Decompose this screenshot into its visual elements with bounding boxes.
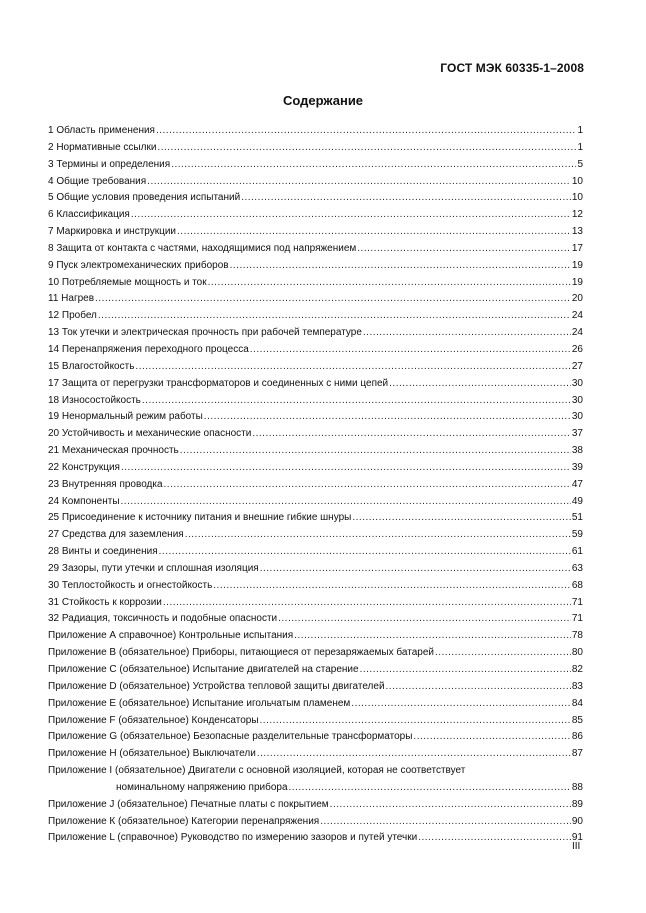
toc-dot-leader xyxy=(418,830,571,847)
toc-entry-label: 29 Зазоры, пути утечки и сплошная изоляция xyxy=(48,562,259,574)
toc-entry-page: 71 xyxy=(571,596,583,608)
standard-designation: ГОСТ МЭК 60335-1–2008 xyxy=(440,61,584,75)
toc-dot-leader xyxy=(250,342,571,359)
toc-entry-label: 4 Общие требования xyxy=(48,175,147,187)
toc-entry-label: 22 Конструкция xyxy=(48,461,120,473)
toc-entry-page: 47 xyxy=(571,478,583,490)
toc-dot-leader xyxy=(241,190,571,207)
toc-entry[interactable] xyxy=(48,578,583,595)
toc-entry-page: 61 xyxy=(571,546,583,558)
toc-dot-leader xyxy=(357,241,571,258)
toc-entry-page: 20 xyxy=(571,293,583,305)
toc-entry-label: 31 Стойкость к коррозии xyxy=(48,596,162,608)
toc-entry[interactable] xyxy=(48,190,583,207)
toc-dot-leader xyxy=(278,611,571,628)
table-of-contents xyxy=(48,123,583,847)
toc-entry-page: 17 xyxy=(571,242,583,254)
toc-entry[interactable] xyxy=(48,797,583,814)
toc-entry[interactable] xyxy=(48,510,583,527)
toc-dot-leader xyxy=(389,376,571,393)
toc-entry[interactable] xyxy=(48,174,583,191)
toc-entry-page: 63 xyxy=(571,562,583,574)
toc-dot-leader xyxy=(289,780,571,797)
toc-entry-page: 24 xyxy=(571,327,583,339)
toc-entry-label: 18 Износостойкость xyxy=(48,394,141,406)
toc-entry-label: 13 Ток утечки и электрическая прочность при рабочей температуре xyxy=(48,327,362,339)
toc-entry-label: Приложение Е (обязательное) Испытание игольчатым пламенем xyxy=(48,697,351,709)
toc-entry-page: 90 xyxy=(571,815,583,827)
toc-entry-page: 37 xyxy=(571,428,583,440)
toc-dot-leader xyxy=(156,123,576,140)
toc-entry[interactable] xyxy=(48,494,583,511)
toc-entry[interactable] xyxy=(48,679,583,696)
toc-entry[interactable] xyxy=(48,477,583,494)
toc-entry[interactable] xyxy=(48,359,583,376)
toc-entry-label: 30 Теплостойкость и огнестойкость xyxy=(48,579,213,591)
toc-dot-leader xyxy=(208,275,571,292)
toc-entry[interactable] xyxy=(48,123,583,140)
page-title: Содержание xyxy=(282,93,364,108)
toc-entry-label: Приложение D (обязательное) Устройства тепловой защиты двигателей xyxy=(48,680,385,692)
toc-entry-page: 59 xyxy=(571,529,583,541)
toc-entry-label: 20 Устойчивость и механические опасности xyxy=(48,428,252,440)
toc-entry-page: 30 xyxy=(571,411,583,423)
toc-entry-page: 26 xyxy=(571,343,583,355)
toc-entry-page: 30 xyxy=(571,394,583,406)
toc-entry-page: 78 xyxy=(571,630,583,642)
toc-entry[interactable] xyxy=(48,814,583,831)
toc-entry-page: 10 xyxy=(571,175,583,187)
toc-entry[interactable] xyxy=(48,628,583,645)
toc-entry[interactable] xyxy=(48,207,583,224)
toc-dot-leader xyxy=(320,814,571,831)
toc-dot-leader xyxy=(135,359,570,376)
toc-entry[interactable] xyxy=(48,426,583,443)
toc-entry[interactable] xyxy=(48,645,583,662)
toc-dot-leader xyxy=(330,797,571,814)
toc-entry-page: 30 xyxy=(571,377,583,389)
toc-dot-leader xyxy=(147,174,571,191)
toc-entry-page: 5 xyxy=(577,158,583,170)
toc-entry[interactable] xyxy=(48,662,583,679)
toc-entry-label: Приложение F (обязательное) Конденсаторы xyxy=(48,714,259,726)
toc-entry[interactable] xyxy=(48,443,583,460)
toc-entry-page: 13 xyxy=(571,226,583,238)
toc-entry[interactable] xyxy=(48,308,583,325)
toc-entry-label: Приложение К (обязательное) Категории перенапряжения xyxy=(48,815,320,827)
toc-dot-leader xyxy=(95,291,571,308)
toc-entry-label: 17 Защита от перегрузки трансформаторов и соединенных с ними цепей xyxy=(48,377,389,389)
toc-entry-page: 85 xyxy=(571,714,583,726)
toc-entry[interactable] xyxy=(48,157,583,174)
toc-entry-page: 19 xyxy=(571,276,583,288)
toc-entry[interactable] xyxy=(48,241,583,258)
toc-entry-page: 87 xyxy=(571,748,583,760)
toc-entry[interactable] xyxy=(48,696,583,713)
toc-dot-leader xyxy=(252,426,571,443)
toc-entry-label: 25 Присоединение к источнику питания и внешние гибкие шнуры xyxy=(48,512,352,524)
toc-entry-label: 6 Классификация xyxy=(48,209,130,221)
toc-entry-label: 5 Общие условия проведения испытаний xyxy=(48,192,241,204)
toc-dot-leader xyxy=(157,140,576,157)
toc-dot-leader xyxy=(363,325,571,342)
toc-dot-leader xyxy=(185,527,571,544)
toc-entry[interactable] xyxy=(48,291,583,308)
toc-entry-page: 84 xyxy=(571,697,583,709)
toc-entry[interactable] xyxy=(48,140,583,157)
toc-entry-page: 68 xyxy=(571,579,583,591)
toc-entry-page: 89 xyxy=(571,798,583,810)
toc-entry-page: 71 xyxy=(571,613,583,625)
toc-entry[interactable] xyxy=(48,409,583,426)
toc-entry[interactable] xyxy=(48,342,583,359)
toc-entry[interactable] xyxy=(48,611,583,628)
toc-entry[interactable] xyxy=(48,830,583,847)
toc-dot-leader xyxy=(413,729,570,746)
toc-entry-label: 14 Перенапряжения переходного процесса xyxy=(48,343,249,355)
toc-entry[interactable] xyxy=(48,376,583,393)
toc-dot-leader xyxy=(163,595,571,612)
toc-entry-multiline-first[interactable] xyxy=(48,763,583,780)
toc-entry[interactable] xyxy=(48,544,583,561)
toc-dot-leader xyxy=(204,409,571,426)
toc-entry-page: 51 xyxy=(571,512,583,524)
toc-dot-leader xyxy=(131,207,571,224)
toc-entry-label: Приложение С (обязательное) Испытание двигателей на старение xyxy=(48,664,359,675)
toc-entry-page: 24 xyxy=(571,310,583,322)
toc-dot-leader xyxy=(142,393,571,410)
toc-dot-leader xyxy=(257,746,571,763)
toc-dot-leader xyxy=(171,157,576,174)
toc-entry-label: Приложение I (обязательное) Двигатели с основной изоляцией, которая не соответствует xyxy=(48,765,466,777)
toc-entry[interactable] xyxy=(48,460,583,477)
toc-dot-leader xyxy=(98,308,571,325)
toc-dot-leader xyxy=(121,460,571,477)
toc-entry-page: 19 xyxy=(571,259,583,271)
toc-entry-label: 7 Маркировка и инструкции xyxy=(48,226,177,238)
toc-dot-leader xyxy=(360,662,571,679)
toc-entry[interactable] xyxy=(48,780,583,797)
toc-entry-label: номинальному напряжению прибора xyxy=(116,781,288,793)
toc-entry[interactable] xyxy=(48,393,583,410)
toc-entry-page: 10 xyxy=(571,192,583,204)
toc-entry[interactable] xyxy=(48,224,583,241)
toc-dot-leader xyxy=(177,224,571,241)
toc-entry-page: 27 xyxy=(571,360,583,372)
toc-entry[interactable] xyxy=(48,713,583,730)
toc-entry-label: 3 Термины и определения xyxy=(48,158,171,170)
toc-dot-leader xyxy=(386,679,571,696)
toc-entry-page: 86 xyxy=(571,731,583,743)
toc-entry-page: 82 xyxy=(571,664,583,675)
toc-dot-leader xyxy=(164,477,571,494)
toc-entry-label: Приложение J (обязательное) Печатные платы с покрытием xyxy=(48,798,329,810)
toc-entry-page: 83 xyxy=(571,680,583,692)
toc-dot-leader xyxy=(159,544,571,561)
toc-entry[interactable] xyxy=(48,746,583,763)
toc-entry-label: Приложение Н (обязательное) Выключатели xyxy=(48,748,256,760)
toc-entry-label: 1 Область применения xyxy=(48,125,155,136)
toc-dot-leader xyxy=(260,561,571,578)
toc-entry-label: 2 Нормативные ссылки xyxy=(48,141,157,153)
toc-entry-label: 27 Средства для заземления xyxy=(48,529,184,541)
toc-dot-leader xyxy=(294,628,571,645)
toc-entry-label: Приложение G (обязательное) Безопасные разделительные трансформаторы xyxy=(48,731,413,743)
toc-entry-label: 8 Защита от контакта с частями, находящимися под напряжением xyxy=(48,242,357,254)
toc-entry-label: 21 Механическая прочность xyxy=(48,445,179,457)
toc-entry-label: 10 Потребляемые мощность и ток xyxy=(48,276,207,288)
toc-entry-label: 9 Пуск электромеханических приборов xyxy=(48,259,229,271)
toc-entry-page: 1 xyxy=(577,141,583,153)
toc-entry-page: 80 xyxy=(571,647,583,659)
toc-entry[interactable] xyxy=(48,325,583,342)
toc-dot-leader xyxy=(435,645,571,662)
page-number: III xyxy=(572,841,581,852)
toc-entry-label: 32 Радиация, токсичность и подобные опасности xyxy=(48,613,278,625)
toc-dot-leader xyxy=(213,578,571,595)
toc-entry-label: 11 Нагрев xyxy=(48,293,95,305)
toc-entry[interactable] xyxy=(48,275,583,292)
toc-entry-page: 49 xyxy=(571,495,583,507)
toc-dot-leader xyxy=(230,258,571,275)
toc-dot-leader xyxy=(351,696,571,713)
toc-entry-label: Приложение В (обязательное) Приборы, питающиеся от перезаряжаемых батарей xyxy=(48,647,434,659)
toc-entry-page: 12 xyxy=(571,209,583,221)
toc-entry[interactable] xyxy=(48,595,583,612)
toc-dot-leader xyxy=(352,510,571,527)
toc-entry-label: Приложение L (справочное) Руководство по измерению зазоров и путей утечки xyxy=(48,832,418,844)
toc-entry[interactable] xyxy=(48,561,583,578)
toc-entry-label: 23 Внутренняя проводка xyxy=(48,478,163,490)
toc-dot-leader xyxy=(260,713,571,730)
toc-dot-leader xyxy=(180,443,571,460)
toc-entry-label: 19 Ненормальный режим работы xyxy=(48,411,203,423)
toc-entry-page: 88 xyxy=(571,781,583,793)
toc-entry-page: 91 xyxy=(571,832,583,844)
toc-entry-page: 39 xyxy=(571,461,583,473)
toc-dot-leader xyxy=(121,494,571,511)
toc-entry-page: 38 xyxy=(571,445,583,457)
toc-entry-label: Приложение А справочное) Контрольные испытания xyxy=(48,630,294,642)
toc-entry-label: 12 Пробел xyxy=(48,310,97,322)
toc-entry[interactable] xyxy=(48,527,583,544)
toc-entry-label: 24 Компоненты xyxy=(48,495,120,507)
toc-entry[interactable] xyxy=(48,729,583,746)
toc-entry-label: 28 Винты и соединения xyxy=(48,546,158,558)
toc-entry-page: 1 xyxy=(577,125,583,136)
toc-entry-label: 15 Влагостойкость xyxy=(48,360,135,372)
toc-entry[interactable] xyxy=(48,258,583,275)
